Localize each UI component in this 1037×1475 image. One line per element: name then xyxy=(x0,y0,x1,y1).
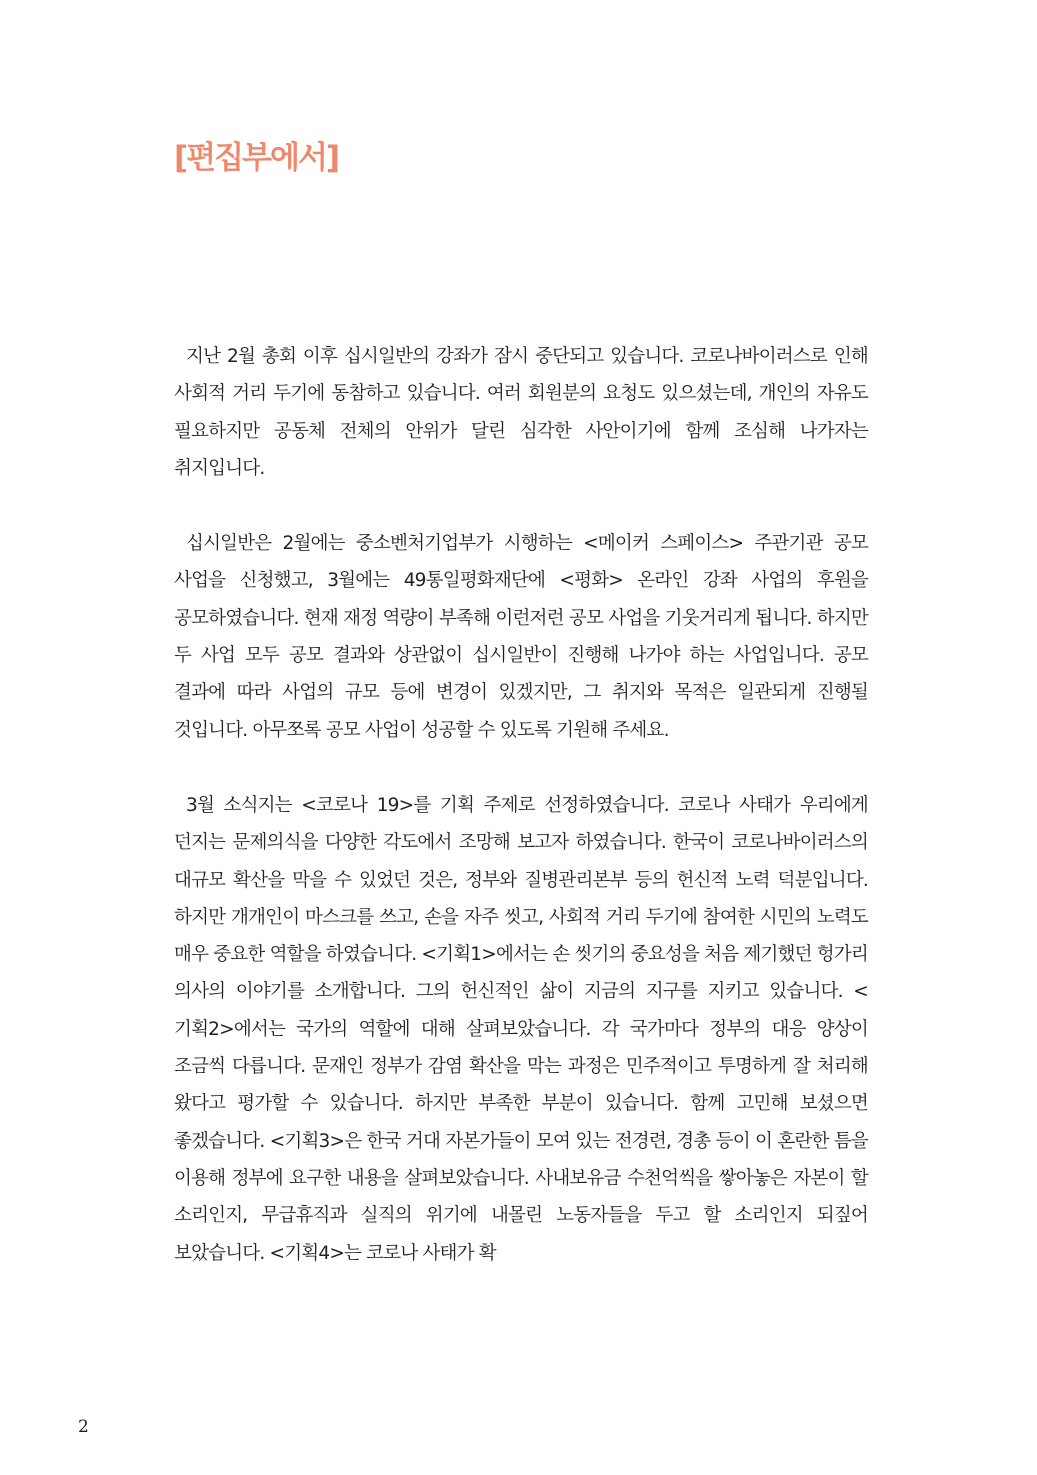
paragraph-intro: 지난 2월 총회 이후 십시일반의 강좌가 잠시 중단되고 있습니다. 코로나바이러스로 인해 사회적 거리 두기에 동참하고 있습니다. 여러 회원분의 요청도 있으셨는데, 개인의 자유도 필요하지만 공동체 전체의 안위가 달린 심각한 사안이기에 함께 조심해 나가자는 취지입니다. xyxy=(174,346,868,479)
body-text xyxy=(174,338,868,1310)
paragraph-projects: 십시일반은 2월에는 중소벤처기업부가 시행하는 <메이커 스페이스> 주관기관 공모 사업을 신청했고, 3월에는 49통일평화재단에 <평화> 온라인 강좌 사업의 후원을 공모하였습니다. 현재 재정 역량이 부족해 이런저런 공모 사업을 기웃거리게 됩니다. 하지만 두 사업 모두 공모 결과와 상관없이 십시일반이 진행해 나가야 하는 사업입니다. 공모 결과에 따라 사업의 규모 등에 변경이 있겠지만, 그 취지와 목적은 일관되게 진행될 것입니다. 아무쪼록 공모 사업이 성공할 수 있도록 기원해 주세요. xyxy=(174,533,868,741)
page-number: 2 xyxy=(78,1417,89,1437)
paragraph-newsletter-theme: 3월 소식지는 <코로나 19>를 기획 주제로 선정하였습니다. 코로나 사태가 우리에게 던지는 문제의식을 다양한 각도에서 조망해 보고자 하였습니다. 한국이 코로나바이러스의 대규모 확산을 막을 수 있었던 것은, 정부와 질병관리본부 등의 헌신적 노력 덕분입니다. 하지만 개개인이 마스크를 쓰고, 손을 자주 씻고, 사회적 거리 두기에 참여한 시민의 노력도 매우 중요한 역할을 하였습니다. <기획1>에서는 손 씻기의 중요성을 처음 제기했던 헝가리 의사의 이야기를 소개합니다. 그의 헌신적인 삶이 지금의 지구를 지키고 있습니다. <기획2>에서는 국가의 역할에 대해 살펴보았습니다. 각 국가마다 정부의 대응 양상이 조금씩 다릅니다. 문재인 정부가 감염 확산을 막는 과정은 민주적이고 투명하게 잘 처리해 왔다고 평가할 수 있습니다. 하지만 부족한 부분이 있습니다. 함께 고민해 보셨으면 좋겠습니다. <기획3>은 한국 거대 자본가들이 모여 있는 전경련, 경총 등이 이 혼란한 틈을 이용해 정부에 요구한 내용을 살펴보았습니다. 사내보유금 수천억씩을 쌓아놓은 자본이 할 소리인지, 무급휴직과 실직의 위기에 내몰린 노동자들을 두고 할 소리인지 되짚어 보았습니다. <기획4>는 코로나 사태가 확 xyxy=(174,794,868,1264)
section-title: [편집부에서] xyxy=(174,140,339,176)
